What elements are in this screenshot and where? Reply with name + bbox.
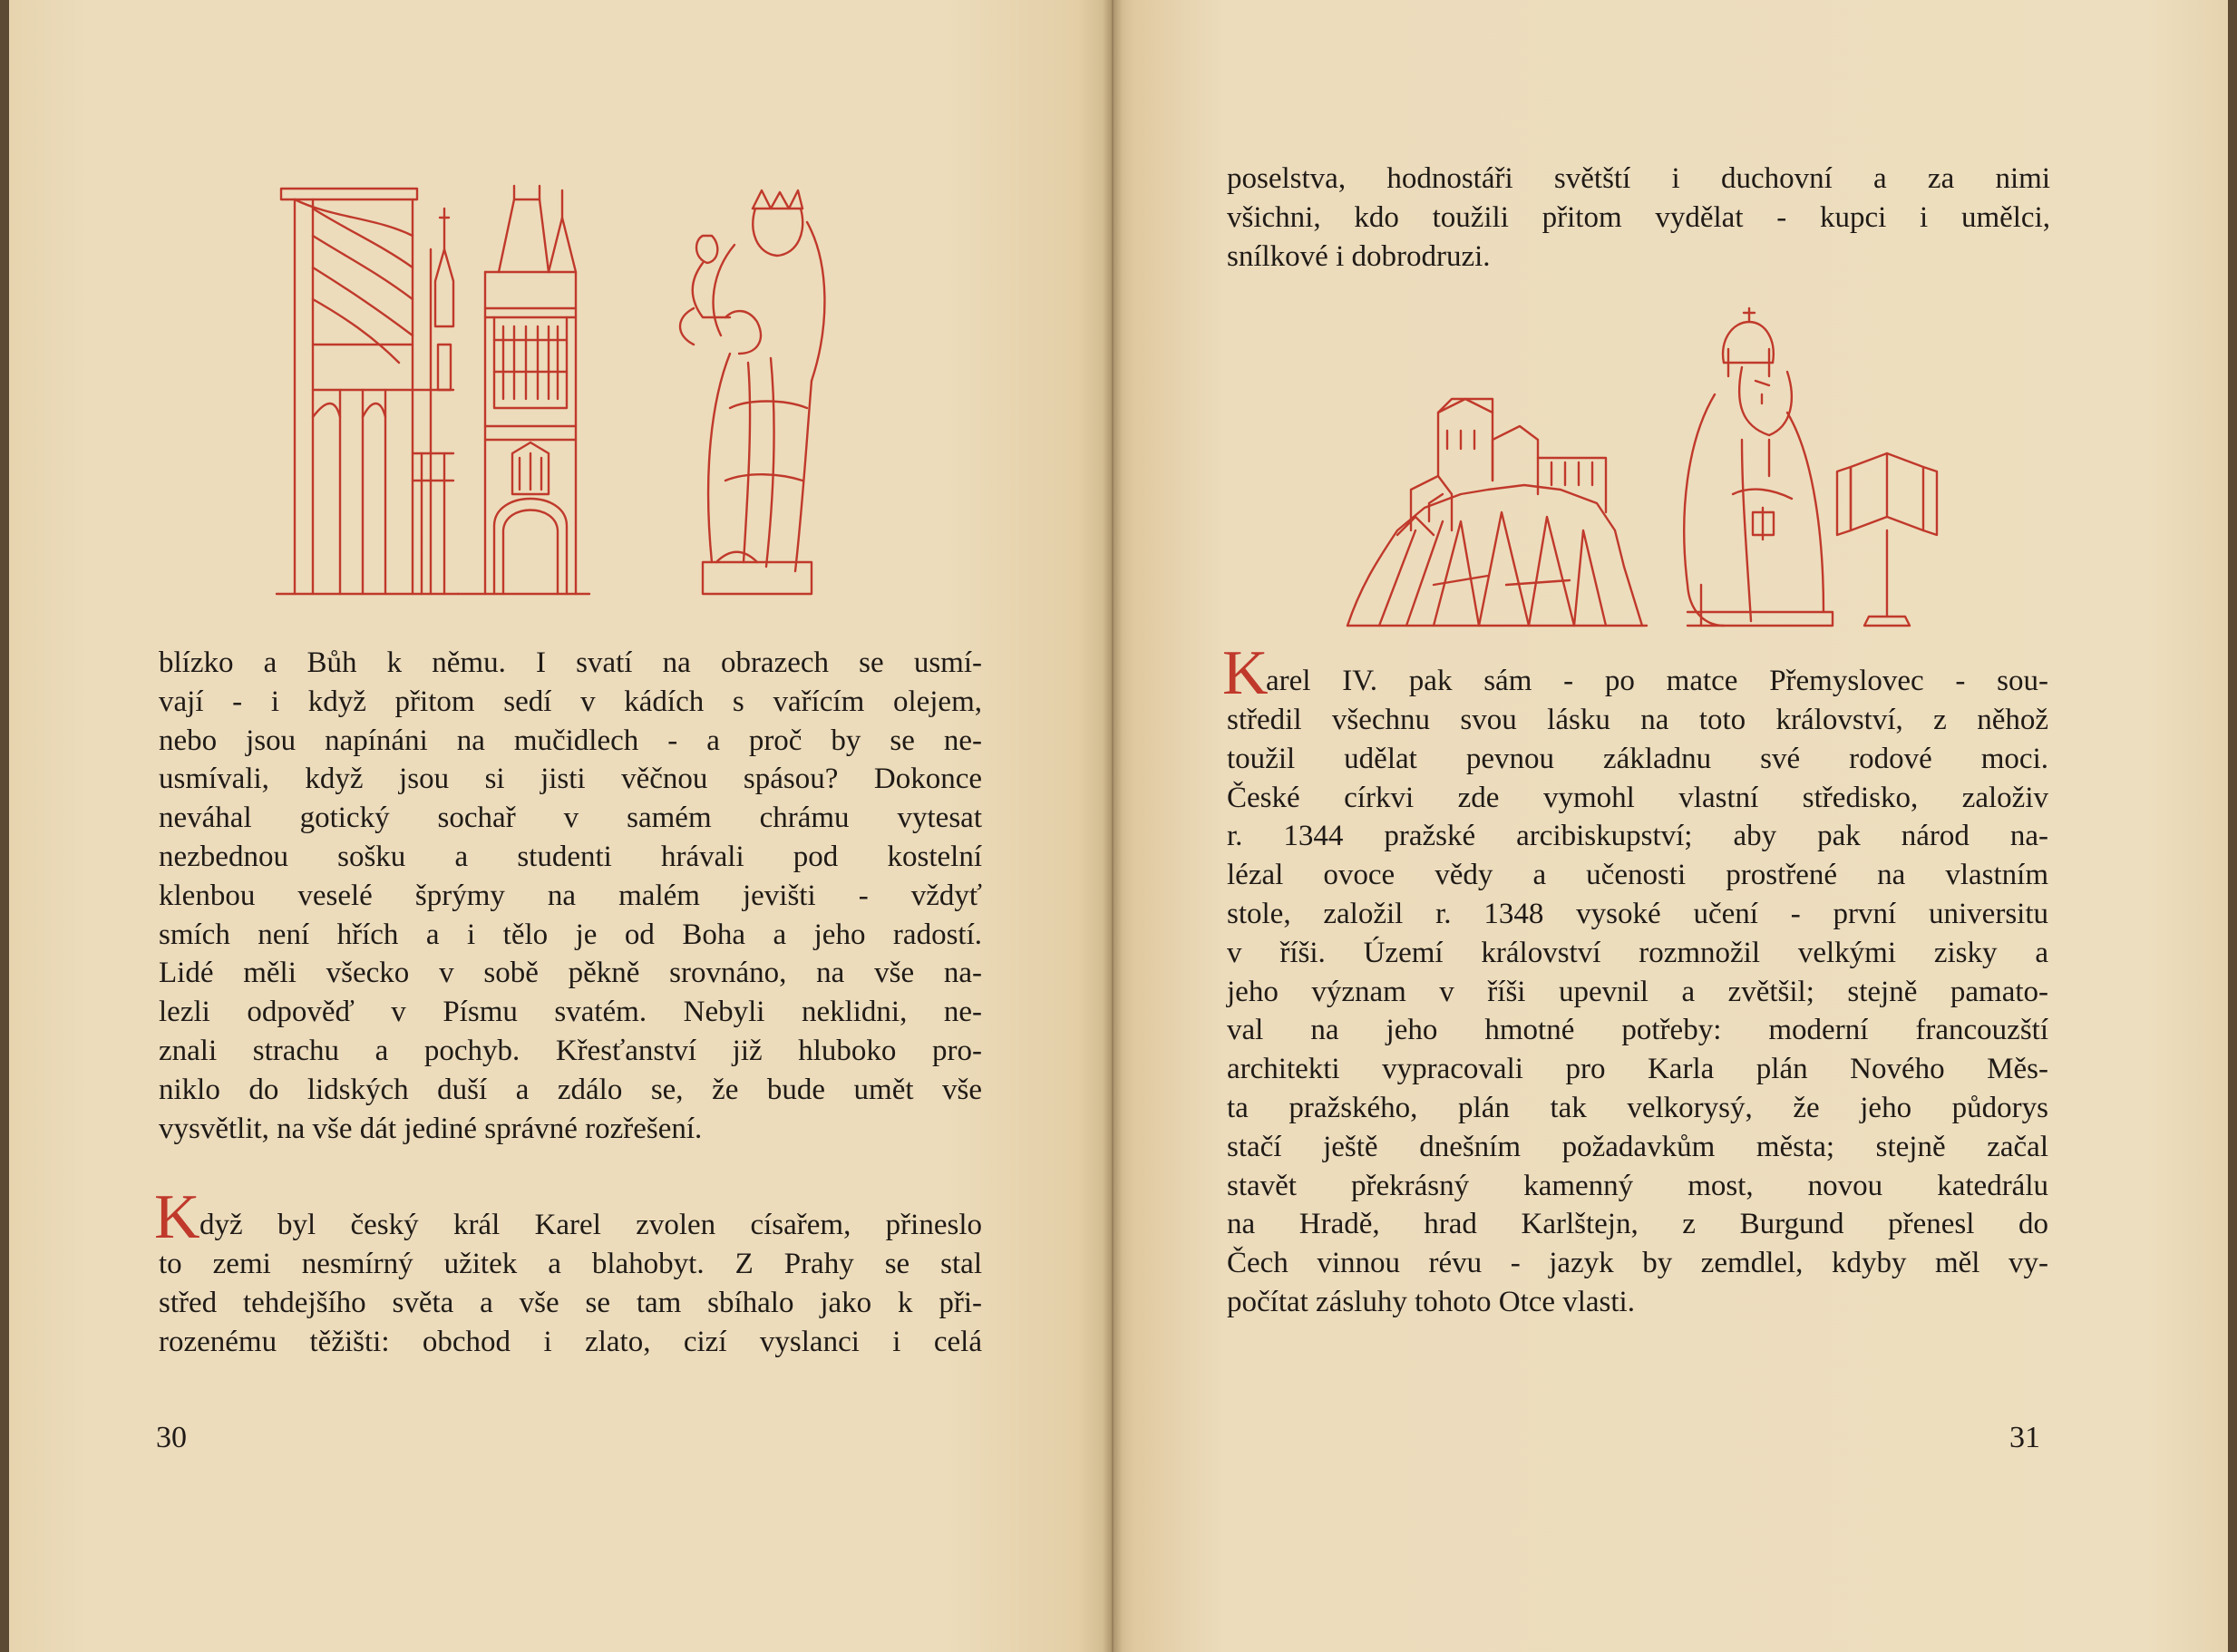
text-line: ta pražského, plán tak velkorysý, že jeho půdorys bbox=[1227, 1091, 2048, 1124]
left-page bbox=[0, 0, 1112, 1652]
text-line: střed tehdejšího světa a vše se tam sbíhalo jako k při- bbox=[159, 1286, 982, 1319]
text-line: r. 1344 pražské arcibiskupství; aby pak národ na- bbox=[1227, 820, 2048, 853]
cover-edge-right bbox=[2228, 0, 2237, 1652]
text-line: Čech vinnou révu - jazyk by zemdlel, kdyby měl vy- bbox=[1227, 1247, 2048, 1280]
text-line: val na jeho hmotné potřeby: moderní francouzští bbox=[1227, 1014, 2048, 1047]
text-line: toužil udělat pevnou základnu své rodové moci. bbox=[1227, 742, 2048, 775]
text-line: nezbednou sošku a studenti hrávali pod kostelní bbox=[159, 840, 982, 873]
text-line: neváhal gotický sochař v samém chrámu vytesat bbox=[159, 802, 982, 835]
cover-edge-left bbox=[0, 0, 9, 1652]
page-number-right: 31 bbox=[2009, 1421, 2040, 1454]
text-line: to zemi nesmírný užitek a blahobyt. Z Prahy se stal bbox=[159, 1248, 982, 1280]
right-paragraph-1 bbox=[1227, 160, 2050, 276]
text-line: v říši. Území království rozmnožil velkými zisky a bbox=[1227, 936, 2048, 969]
right-paragraph-2 bbox=[1266, 662, 2048, 701]
text-line: České církvi zde vymohl vlastní středisko, založiv bbox=[1227, 781, 2048, 814]
text-line: lezli odpověď v Písmu svatém. Nebyli neklidni, ne- bbox=[159, 996, 982, 1029]
text-line: stole, založil r. 1348 vysoké učení - první universitu bbox=[1227, 897, 2048, 930]
gothic-architecture-illustration bbox=[277, 181, 830, 594]
text-line: smích není hřích a i tělo je od Boha a jeho radostí. bbox=[159, 918, 982, 951]
left-paragraph-2 bbox=[199, 1206, 982, 1245]
text-line: nebo jsou napínáni na mučidlech - a proč by se ne- bbox=[159, 724, 982, 757]
text-line: počítat zásluhy tohoto Otce vlasti. bbox=[1227, 1285, 1635, 1318]
text-line: blízko a Bůh k němu. I svatí na obrazech se usmí- bbox=[159, 646, 982, 679]
page-number-left: 30 bbox=[156, 1421, 187, 1454]
text-line: poselstva, hodnostáři světští i duchovní a za nimi bbox=[1227, 162, 2050, 195]
text-line: vají - i když přitom sedí v kádích s vařícím olejem, bbox=[159, 685, 982, 718]
left-paragraph-2-cont bbox=[159, 1245, 982, 1361]
text-line: lézal ovoce vědy a učenosti prostřené na vlastním bbox=[1227, 859, 2048, 892]
text-line: jeho význam v říši upevnil a zvětšil; stejně pamato- bbox=[1227, 975, 2048, 1008]
text-line: stačí ještě dnešním požadavkům města; stejně začal bbox=[1227, 1130, 2048, 1163]
text-line: rozenému těžišti: obchod i zlato, cizí vyslanci i celá bbox=[159, 1325, 982, 1358]
right-paragraph-2-cont bbox=[1227, 701, 2048, 1322]
text-line: niklo do lidských duší a zdálo se, že bude umět vše bbox=[159, 1073, 982, 1106]
text-line: stavět překrásný kamenný most, novou katedrálu bbox=[1227, 1169, 2048, 1202]
text-line: středil všechnu svou lásku na toto království, z něhož bbox=[1227, 704, 2048, 736]
text-line: všichni, kdo toužili přitom vydělat - kupci i umělci, bbox=[1227, 200, 2050, 234]
book-gutter bbox=[1103, 0, 1123, 1652]
text-line: na Hradě, hrad Karlštejn, z Burgund přenesl do bbox=[1227, 1208, 2048, 1241]
left-paragraph-1 bbox=[159, 644, 982, 1148]
karlstejn-emperor-illustration bbox=[1343, 313, 2123, 648]
text-line: klenbou veselé šprýmy na malém jevišti - vždyť bbox=[159, 879, 982, 912]
text-line: usmívali, když jsou si jisti věčnou spásou? Dokonce bbox=[159, 763, 982, 796]
text-line: snílkové i dobrodruzi. bbox=[1227, 239, 1491, 273]
right-initial-letter: K bbox=[1222, 638, 1269, 708]
text-line: dyž byl český král Karel zvolen císařem, přineslo bbox=[199, 1209, 982, 1241]
text-line: Lidé měli všecko v sobě pěkně srovnáno, na vše na- bbox=[159, 957, 982, 990]
text-line: vysvětlit, na vše dát jediné správné rozřešení. bbox=[159, 1112, 703, 1145]
left-initial-letter: K bbox=[154, 1182, 200, 1252]
text-line: architekti vypracovali pro Karla plán Nového Měs- bbox=[1227, 1053, 2048, 1086]
text-line: znali strachu a pochyb. Křesťanství již hluboko pro- bbox=[159, 1034, 982, 1067]
text-line: arel IV. pak sám - po matce Přemyslovec - sou- bbox=[1266, 665, 2048, 697]
right-page bbox=[1112, 0, 2237, 1652]
